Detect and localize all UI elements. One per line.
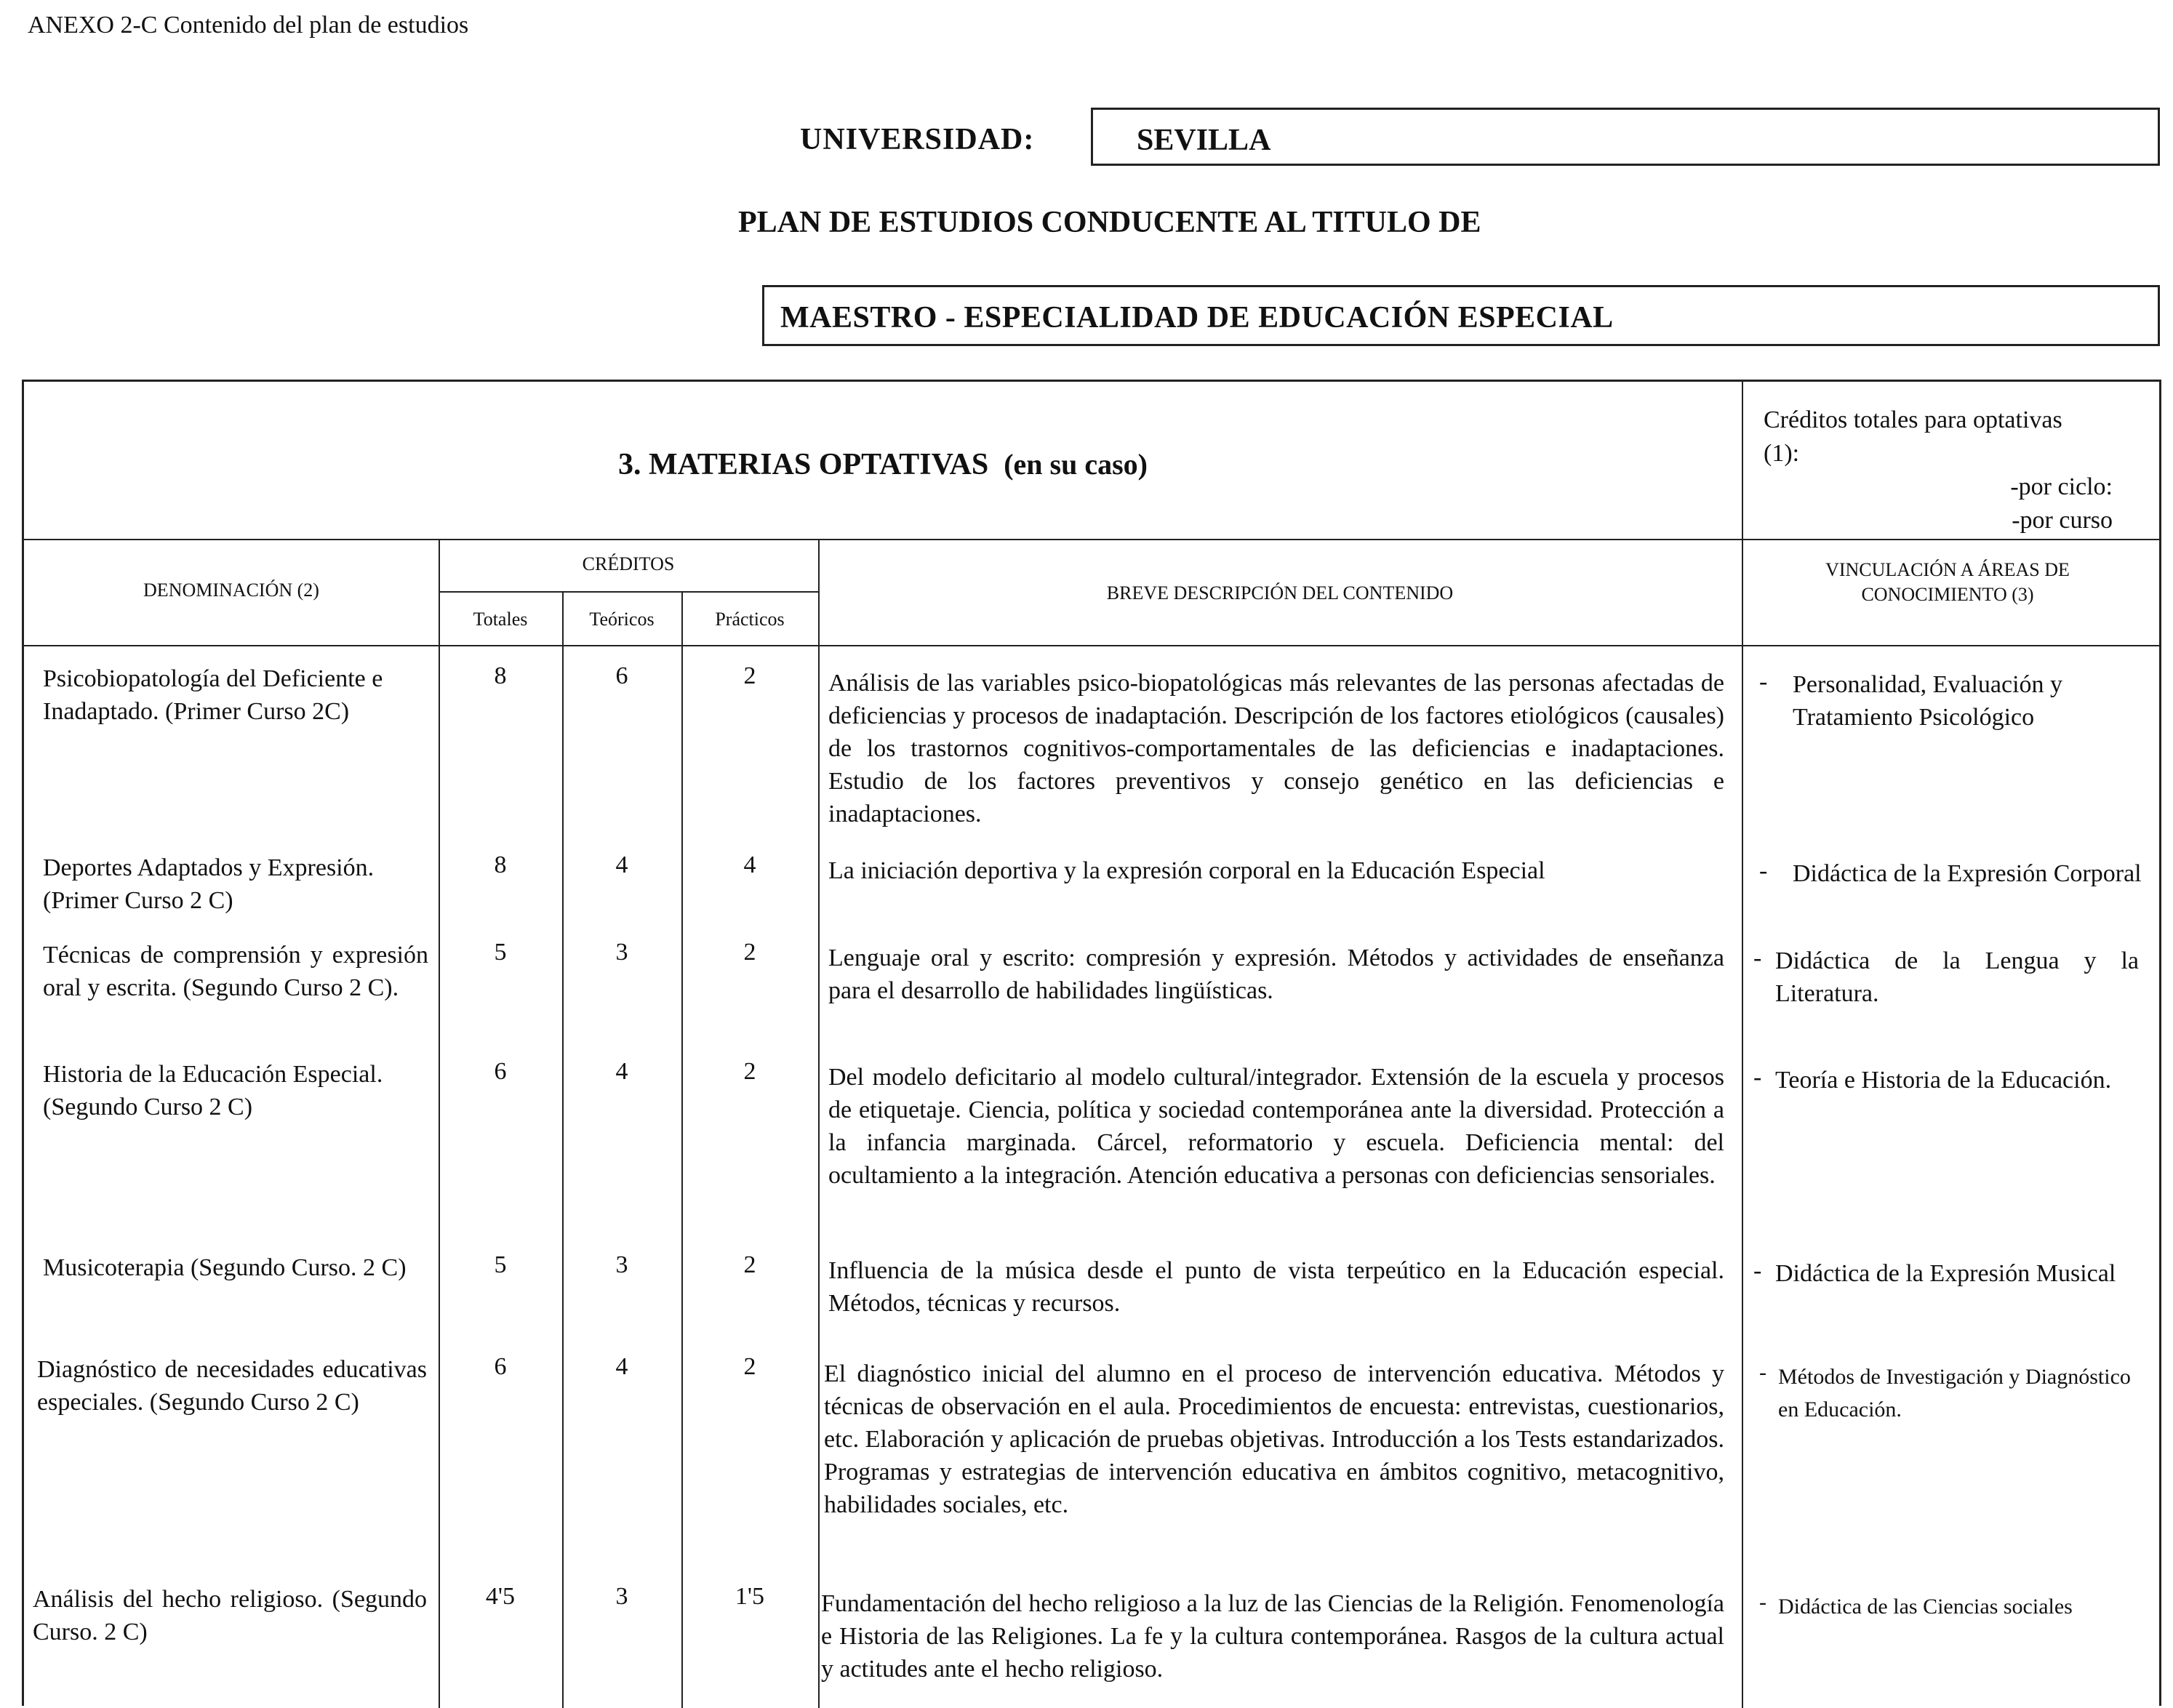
row-1-description: Análisis de las variables psico-biopatológicas más relevantes de las personas afectadas de deficiencias y procesos de inadaptación. Descripción de los factores etiológicos (causales) de los trastornos cognitivos-comportamentales de las deficiencias e inadaptaciones. Estudio de los factores preventivos y consejo genético en las deficiencias e inadaptaciones. xyxy=(828,670,1724,827)
row-1-bullet: - xyxy=(1759,668,1768,695)
row-5-description: Influencia de la música desde el punto de vista terpeútico en la Educación especial. Métodos, técnicas y recursos. xyxy=(828,1257,1724,1317)
row-5-area: Didáctica de la Expresión Musical xyxy=(1775,1260,2116,1287)
plan-title: PLAN DE ESTUDIOS CONDUCENTE AL TITULO DE xyxy=(738,206,1481,239)
row-5-totales: 5 xyxy=(494,1251,507,1278)
optional-credits-line4: -por curso xyxy=(2012,507,2113,534)
row-5-name: Musicoterapia (Segundo Curso. 2 C) xyxy=(43,1254,407,1281)
row-6-name: Diagnóstico de necesidades educativas especiales. (Segundo Curso 2 C) xyxy=(37,1356,427,1416)
divider xyxy=(562,591,564,1708)
row-4-practicos: 2 xyxy=(743,1058,756,1085)
row-4-totales: 6 xyxy=(494,1058,507,1085)
header-vinculacion: VINCULACIÓN A ÁREAS DE CONOCIMIENTO (3) xyxy=(1825,559,2070,605)
university-box xyxy=(1091,108,2160,166)
university-label: UNIVERSIDAD: xyxy=(800,123,1035,156)
divider xyxy=(681,591,683,1708)
row-3-bullet: - xyxy=(1753,945,1762,971)
row-6-practicos: 2 xyxy=(743,1353,756,1380)
row-3-area: Didáctica de la Lengua y la Literatura. xyxy=(1775,947,2139,1007)
annex-header: ANEXO 2-C Contenido del plan de estudios xyxy=(28,12,469,39)
optional-credits-line3: -por ciclo: xyxy=(2010,473,2113,500)
header-practicos: Prácticos xyxy=(715,609,785,630)
row-6-bullet: - xyxy=(1759,1360,1766,1384)
divider xyxy=(24,539,2159,540)
divider xyxy=(439,539,440,1708)
row-3-description: Lenguaje oral y escrito: compresión y expresión. Métodos y actividades de enseñanza para el desarrollo de habilidades lingüísticas. xyxy=(828,945,1724,1004)
row-3-totales: 5 xyxy=(494,939,507,966)
header-creditos: CRÉDITOS xyxy=(582,553,675,574)
row-6-description: El diagnóstico inicial del alumno en el proceso de intervención educativa. Métodos y técnicas de observación en el aula. Procedimientos de encuesta: entrevistas, cuestionarios, etc. Elaboración y aplicación de pruebas objetivas. Introducción a los Tests estandarizados. Programas y estrategias de intervención educativa en ámbitos cognitivo, metacognitivo, habilidades sociales, etc. xyxy=(824,1360,1724,1518)
degree-title: MAESTRO - ESPECIALIDAD DE EDUCACIÓN ESPECIAL xyxy=(780,301,1614,334)
row-4-teoricos: 4 xyxy=(615,1058,628,1085)
row-3-name: Técnicas de comprensión y expresión oral y escrita. (Segundo Curso 2 C). xyxy=(43,942,428,1001)
optional-credits xyxy=(1764,404,2142,537)
header-totales: Totales xyxy=(473,609,528,630)
divider xyxy=(439,591,818,593)
row-4-area: Teoría e Historia de la Educación. xyxy=(1775,1067,2112,1094)
row-2-description: La iniciación deportiva y la expresión corporal en la Educación Especial xyxy=(828,857,1545,884)
row-1-name: Psicobiopatología del Deficiente e Inadaptado. (Primer Curso 2C) xyxy=(43,665,383,725)
optional-credits-line1: Créditos totales para optativas xyxy=(1764,406,2062,433)
row-4-description: Del modelo deficitario al modelo cultural/integrador. Extensión de la escuela y procesos de etiquetaje. Ciencia, política y sociedad contemporánea ante la diversidad. Protección a la infancia marginada. Cárcel, reformatorio y escuela. Deficiencia mental: del ocultamiento a la integración. Atención educativa a personas con deficiencias sensoriales. xyxy=(828,1064,1724,1189)
row-3-practicos: 2 xyxy=(743,939,756,966)
header-teoricos: Teóricos xyxy=(589,609,655,630)
row-1-practicos: 2 xyxy=(743,662,756,689)
row-2-teoricos: 4 xyxy=(615,851,628,878)
row-3-teoricos: 3 xyxy=(615,939,628,966)
row-7-totales: 4'5 xyxy=(485,1583,516,1610)
row-5-teoricos: 3 xyxy=(615,1251,628,1278)
row-2-name: Deportes Adaptados y Expresión.(Primer Curso 2 C) xyxy=(43,854,375,914)
row-6-totales: 6 xyxy=(494,1353,507,1380)
row-7-area: Didáctica de las Ciencias sociales xyxy=(1778,1595,2073,1619)
degree-box xyxy=(762,285,2160,346)
header-descripcion: BREVE DESCRIPCIÓN DEL CONTENIDO xyxy=(1106,582,1454,604)
section-title xyxy=(24,447,1742,482)
row-7-practicos: 1'5 xyxy=(735,1583,765,1610)
row-1-teoricos: 6 xyxy=(615,662,628,689)
divider xyxy=(818,539,820,1708)
row-7-teoricos: 3 xyxy=(615,1583,628,1610)
row-7-description: Fundamentación del hecho religioso a la luz de las Ciencias de la Religión. Fenomenología e Historia de las Religiones. La fe y la cultura contemporánea. Rasgos de la cultura actual y actitudes ante el hecho religioso. xyxy=(821,1590,1724,1683)
row-6-teoricos: 4 xyxy=(615,1353,628,1380)
row-4-name: Historia de la Educación Especial. (Segundo Curso 2 C) xyxy=(43,1061,383,1120)
row-1-area: Personalidad, Evaluación y Tratamiento Psicológico xyxy=(1793,671,2063,731)
header-denominacion: DENOMINACIÓN (2) xyxy=(143,580,319,601)
row-7-bullet: - xyxy=(1759,1590,1766,1614)
row-5-practicos: 2 xyxy=(743,1251,756,1278)
subjects-table xyxy=(22,380,2161,1706)
row-5-bullet: - xyxy=(1753,1257,1762,1284)
row-6-area: Métodos de Investigación y Diagnóstico en Educación. xyxy=(1778,1365,2131,1422)
section-note: (en su caso) xyxy=(1004,448,1148,481)
row-2-bullet: - xyxy=(1759,857,1768,884)
row-2-practicos: 4 xyxy=(743,851,756,878)
row-2-totales: 8 xyxy=(494,851,507,878)
university-value: SEVILLA xyxy=(1137,124,1271,157)
divider xyxy=(1742,382,1743,1708)
row-4-bullet: - xyxy=(1753,1064,1762,1091)
optional-credits-line2: (1): xyxy=(1764,440,1800,467)
row-2-area: Didáctica de la Expresión Corporal xyxy=(1793,860,2142,887)
divider xyxy=(24,645,2159,646)
row-1-totales: 8 xyxy=(494,662,507,689)
row-7-name: Análisis del hecho religioso. (Segundo Curso. 2 C) xyxy=(33,1586,427,1645)
section-title-text: 3. MATERIAS OPTATIVAS xyxy=(618,448,989,481)
